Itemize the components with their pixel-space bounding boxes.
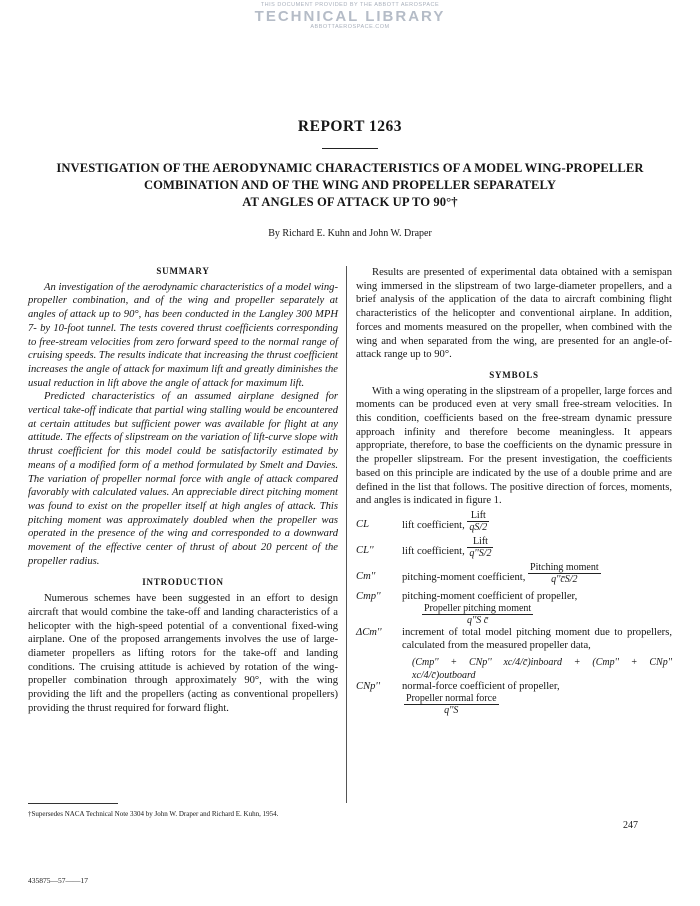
symbol: Cm'' <box>356 570 376 582</box>
authors: By Richard E. Kuhn and John W. Draper <box>268 228 432 239</box>
fraction-denominator: qS/2 <box>469 521 488 533</box>
title-line: AT ANGLES OF ATTACK UP TO 90°† <box>242 195 458 209</box>
fraction <box>422 603 533 626</box>
summary-paragraph: An investigation of the aerodynamic characteristics of a model wing-propeller combination, and of the wing and propeller separately at angles of attack up to 90°, has been conducted in the Langley 300 MPH 7- by 10-foot tunnel. The tests covered thrust coefficients corresponding to free-stream velocities from zero forward speed to the normal range of cruising speeds. The results indicate that increasing the thrust coefficient increases the angle of attack for maximum lift and greatly diminishes the usual reduction in lift above the angle of attack for maximum lift. <box>28 281 338 389</box>
fraction-numerator: Propeller normal force <box>406 692 497 704</box>
fraction <box>467 510 489 533</box>
symbol-entry <box>356 588 672 624</box>
title-divider <box>322 148 378 149</box>
summary-paragraph: Predicted characteristics of an assumed airplane designed for vertical take-off indicate that partial wing stalling would be encountered at certain attitudes but sufficient power was available for flight at any attitude. The effects of slipstream on the variation of lift-curve slope with thrust coefficient for this model could be satisfactorily estimated by means of a modified form of a method formulated by Smelt and Davies. The variation of propeller normal force with angle of attack compared favorably with calculated values. An appreciable direct pitching moment was found to exist on the propeller itself at high angles of attack. This pitching moment was approximately doubled when the propeller was operated in the presence of the wing and corresponded to a downward movement of the effective center of thrust of about 20 percent of the propeller radius. <box>28 391 338 567</box>
left-column <box>28 265 338 716</box>
symbol-definition: lift coefficient, <box>402 519 465 531</box>
symbol-definition: pitching-moment coefficient of propeller, <box>402 590 578 602</box>
fraction-denominator: q''c̄S/2 <box>551 573 578 585</box>
symbol: CL'' <box>356 544 374 556</box>
fraction-denominator: q''S c̄ <box>466 614 489 626</box>
symbol: CNp'' <box>356 680 380 692</box>
title-line: INVESTIGATION OF THE AERODYNAMIC CHARACTERISTICS OF A MODEL WING-PROPELLER <box>56 161 644 175</box>
symbol-entry <box>356 624 672 680</box>
paper-title <box>40 160 660 211</box>
right-column <box>356 266 672 716</box>
watermark <box>0 2 700 31</box>
summary-heading: SUMMARY <box>156 266 210 276</box>
fraction-numerator: Pitching moment <box>530 561 599 573</box>
introduction-paragraph: Numerous schemes have been suggested in an effort to design aircraft that would combine the take-off and landing characteristics of a helicopter with the high-speed potential of a conventional fixed-wing airplane. One of the proposed arrangements involves the use of large-diameter propellers as lifting rotors for the take-off and landing conditions. The cruising attitude is achieved by rotation of the wing-propeller combination through approximately 90°, with the wing providing the lift and the propellers (acting as conventional propellers) providing the thrust required for forward flight. <box>28 593 338 714</box>
fraction <box>528 562 601 585</box>
symbol-definition: pitching-moment coefficient, <box>402 571 526 583</box>
symbol: ΔCm'' <box>356 626 382 638</box>
fraction-denominator: q''S/2 <box>469 547 492 559</box>
page-number: 247 <box>623 820 638 831</box>
watermark-url: ABBOTTAEROSPACE.COM <box>310 24 390 30</box>
print-code: 435875—57——17 <box>28 876 88 885</box>
column-divider <box>346 266 347 803</box>
results-paragraph: Results are presented of experimental data obtained with a semispan wing immersed in the slipstream of two large-diameter propellers, and a brief analysis of the application of the data to aircraft combining flight characteristics of the helicopter and conventional airplane. In addition, forces and moments measured on the propeller, when combined with the wing and when separated from the wing, are presented for an angle-of-attack range up to 90°. <box>356 267 672 361</box>
symbol-definition: lift coefficient, <box>402 545 465 557</box>
watermark-top: THIS DOCUMENT PROVIDED BY THE ABBOTT AEROSPACE <box>260 2 440 8</box>
symbol: CL <box>356 518 369 530</box>
report-number: REPORT 1263 <box>297 118 403 135</box>
symbol-entry <box>356 680 672 716</box>
symbol-definition: increment of total model pitching moment due to propellers, calculated from the measured propeller data, <box>402 626 672 651</box>
fraction-denominator: q''S <box>444 704 459 716</box>
summary-section <box>28 281 338 569</box>
fraction-numerator: Propeller pitching moment <box>424 602 532 614</box>
fraction <box>404 693 499 716</box>
footnote-divider <box>28 803 118 804</box>
formula: (Cmp'' + CNp'' xc/4/c̄)inboard + (Cmp'' + CNp'' xc/4/c̄)outboard <box>412 656 672 681</box>
introduction-heading: INTRODUCTION <box>142 577 224 588</box>
footnote: †Supersedes NACA Technical Note 3304 by John W. Draper and Richard E. Kuhn, 1954. <box>28 810 279 818</box>
symbol-definition: normal-force coefficient of propeller, <box>402 680 560 692</box>
watermark-title: TECHNICAL LIBRARY <box>254 8 446 25</box>
symbol-entry <box>356 509 672 538</box>
symbol-entry <box>356 535 672 564</box>
symbols-paragraph: With a wing operating in the slipstream of a propeller, large forces and moments can be produced even at very small free-stream velocities. In this condition, coefficients based on the free-stream dynamic pressure approach infinity and therefore become meaningless. It appears appropriate, therefore, to base the coefficients on the dynamic pressure in the propeller slipstream. For the present investigation, the coefficients based on this principle are indicated by the use of a double prime and are defined in the list that follows. The positive direction of forces, moments, and angles is indicated in figure 1. <box>356 385 672 507</box>
fraction <box>467 536 493 559</box>
title-line: COMBINATION AND OF THE WING AND PROPELLER SEPARATELY <box>143 178 557 192</box>
symbols-heading: SYMBOLS <box>489 369 539 380</box>
symbol-entry <box>356 561 672 588</box>
fraction-numerator: Lift <box>467 510 489 522</box>
fraction-numerator: Lift <box>467 536 493 548</box>
symbol: Cmp'' <box>356 590 381 602</box>
